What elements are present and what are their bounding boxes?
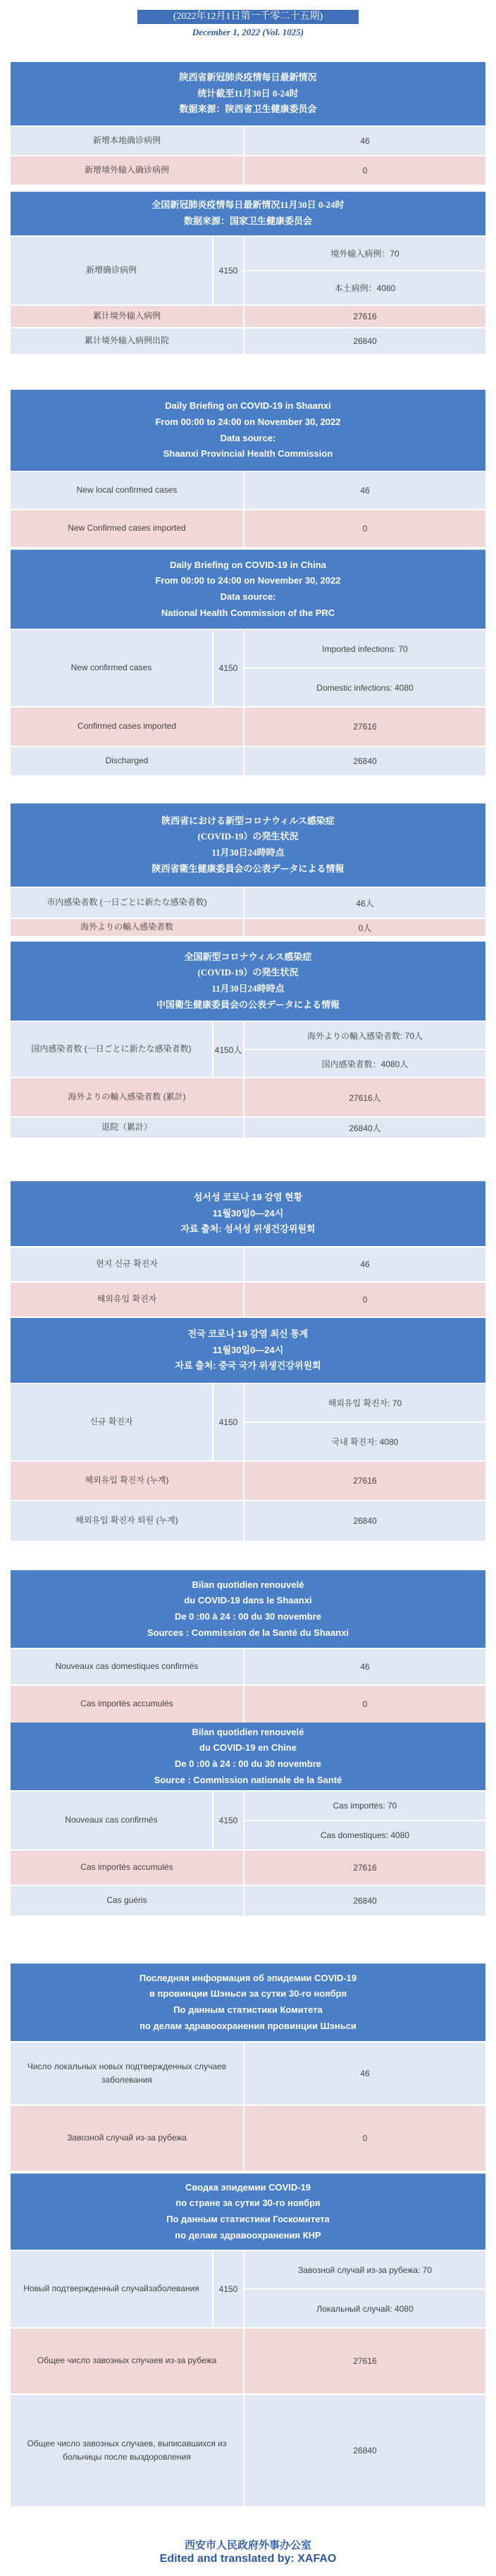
section-header xyxy=(11,192,485,235)
table-row xyxy=(11,2250,485,2327)
row-label: Discharged xyxy=(11,747,244,775)
section-ru-shaanxi xyxy=(11,1964,485,2171)
section-header xyxy=(11,2174,485,2250)
table-row xyxy=(11,1021,485,1077)
header-line: De 0 :00 à 24 : 00 du 30 novembre xyxy=(174,1611,322,1622)
header-line: Daily Briefing on COVID-19 in Shaanxi xyxy=(165,400,331,411)
section-kr-shaanxi xyxy=(11,1181,485,1317)
section-header xyxy=(11,1318,485,1383)
row-label: 累计境外输入病例出院 xyxy=(11,328,244,354)
header-line: 자료 출처: 중국 국가 위생건강위원회 xyxy=(175,1360,321,1372)
header-line: From 00:00 to 24:00 on November 30, 2022 xyxy=(155,416,341,427)
header-line: 全国新型コロナウィルス感染症 xyxy=(184,951,312,962)
table-row xyxy=(11,1500,485,1541)
imported-cases: Cas importés: 70 xyxy=(244,1792,485,1821)
row-total: 4150 xyxy=(213,237,244,304)
header-line: по делам здравоохранения провинции Шэньси xyxy=(140,2020,356,2031)
header-line: Data source: xyxy=(220,591,276,602)
header-line: Data source: xyxy=(220,432,276,443)
row-label: Confirmed cases imported xyxy=(11,708,244,746)
domestic-cases: 国内感染者数：4080人 xyxy=(321,1059,409,1069)
row-label: 新增境外输入确诊病例 xyxy=(11,156,244,185)
header-line: Shaanxi Provincial Health Commission xyxy=(163,448,333,460)
row-breakdown xyxy=(244,1022,485,1077)
header-line: 11월30일0—24시 xyxy=(212,1344,284,1355)
header-line: National Health Commission of the PRC xyxy=(161,607,335,618)
row-label: 海外よりの輸入感染者数 (累計) xyxy=(11,1078,244,1116)
row-value: 26840 xyxy=(353,1896,377,1906)
row-label: Cas importés accumulés xyxy=(11,1686,244,1723)
table-row xyxy=(11,327,485,354)
table-row xyxy=(11,2041,485,2104)
row-total: 4150 xyxy=(213,630,244,706)
table-row xyxy=(11,1460,485,1500)
table-row xyxy=(11,1849,485,1885)
section-fr-national xyxy=(11,1723,485,1916)
header-line: 전국 코로나 19 감염 최신 통계 xyxy=(187,1328,309,1339)
header-line: Daily Briefing on COVID-19 in China xyxy=(170,559,326,570)
issue-date-en: December 1, 2022 (Vol. 1025) xyxy=(192,27,304,37)
row-label: Новый подтвержденный случайзаболевания xyxy=(11,2251,213,2327)
section-header xyxy=(11,1570,485,1648)
section-en-shaanxi xyxy=(11,390,485,547)
header-line: (COVID-19）の発生状況 xyxy=(197,831,299,842)
header-line: From 00:00 to 24:00 on November 30, 2022 xyxy=(155,575,341,586)
row-label: Общее число завозных случаев из-за рубежа xyxy=(11,2329,244,2393)
header-line: в провинции Шэньси за сутки 30-го ноября xyxy=(149,1988,347,1999)
row-total: 4150 xyxy=(213,2251,244,2327)
row-breakdown xyxy=(244,1792,485,1849)
row-value: 26840 xyxy=(353,336,377,346)
row-value: 27616 xyxy=(353,722,377,732)
row-label: Cas guéris xyxy=(11,1886,244,1916)
row-total: 4150人 xyxy=(213,1022,244,1077)
section-header xyxy=(11,390,485,471)
row-value: 46 xyxy=(360,486,370,495)
section-header xyxy=(11,1181,485,1246)
row-label: 退院（累計） xyxy=(11,1118,244,1138)
table-row xyxy=(11,746,485,775)
row-label: 累计境外输入病例 xyxy=(11,306,244,327)
row-breakdown xyxy=(244,237,485,304)
row-value: 0 xyxy=(362,524,368,534)
row-label: 海外よりの輸入感染者数 xyxy=(11,919,244,936)
row-label: Завозной случай из-за рубежа xyxy=(11,2106,244,2171)
header-line: Сводка эпидемии COVID-19 xyxy=(185,2181,311,2193)
row-label: Nouveaux cas domestiques confirmés xyxy=(11,1649,244,1684)
header-line: Source : Commission nationale de la Santé xyxy=(154,1774,342,1785)
table-row xyxy=(11,2393,485,2506)
header-line: По данным статистики Комитета xyxy=(173,2004,323,2015)
table-row xyxy=(11,471,485,509)
header-line: du COVID-19 en Chine xyxy=(199,1742,297,1754)
row-label: 해외유입 확진자 xyxy=(11,1283,244,1317)
row-value: 46 xyxy=(360,136,370,146)
header-line: 数据来源：国家卫生健康委员会 xyxy=(183,216,312,226)
header-line: Последняя информация об эпидемии COVID-19 xyxy=(139,1972,357,1983)
section-en-national xyxy=(11,550,485,775)
header-line: 섬서성 코로나 19 감염 현황 xyxy=(193,1191,303,1202)
row-value: 46 xyxy=(360,1259,370,1269)
row-label: 市内感染者数 (一日ごとに新たな感染者数) xyxy=(11,888,244,918)
table-row xyxy=(11,629,485,706)
header-line: Sources : Commission de la Santé du Shaanxi xyxy=(147,1627,349,1638)
row-label: Общее число завозных случаев, выписавшихся из больницы после выздоровления xyxy=(11,2395,244,2506)
table-row xyxy=(11,1790,485,1849)
header-line: 全国新冠肺炎疫情每日最新情况11月30日 0-24时 xyxy=(151,199,345,211)
row-breakdown xyxy=(244,2251,485,2327)
header-line: Bilan quotidien renouvelé xyxy=(192,1726,304,1737)
row-value: 46人 xyxy=(356,898,374,908)
row-label: Число локальных новых подтвержденных случаев заболевания xyxy=(11,2042,244,2104)
row-value: 26840 xyxy=(353,756,377,766)
row-value: 0 xyxy=(362,1699,368,1709)
header-line: 陝西省衛生健康委員会の公表データによる情報 xyxy=(151,863,345,874)
table-row xyxy=(11,1246,485,1281)
row-value: 26840 xyxy=(353,2446,377,2455)
section-kr-national xyxy=(11,1318,485,1541)
section-header xyxy=(11,803,485,887)
row-total: 4150 xyxy=(213,1792,244,1849)
row-label: 新增确诊病例 xyxy=(11,237,213,304)
imported-cases: Imported infections: 70 xyxy=(244,630,485,669)
imported-cases: 해외유입 확진자: 70 xyxy=(244,1384,485,1423)
row-label: New local confirmed cases xyxy=(11,472,244,509)
section-cn-shaanxi xyxy=(11,62,485,185)
header-line: De 0 :00 à 24 : 00 du 30 novembre xyxy=(174,1758,322,1769)
row-value: 26840人 xyxy=(349,1123,381,1133)
imported-cases: 海外よりの輸入感染者数: 70人 xyxy=(244,1022,485,1050)
header-line: Bilan quotidien renouvelé xyxy=(192,1579,304,1590)
header-line: 11월30일0—24시 xyxy=(212,1207,284,1219)
header-line: 11月30日24時時点 xyxy=(211,983,285,994)
table-row xyxy=(11,509,485,547)
row-label: Cas importés accumulés xyxy=(11,1851,244,1885)
table-row xyxy=(11,1648,485,1684)
row-value: 26840 xyxy=(353,1516,377,1526)
row-value: 0 xyxy=(362,166,368,175)
section-jp-national xyxy=(11,942,485,1138)
domestic-cases: 국내 확진자: 4080 xyxy=(331,1437,399,1447)
table-row xyxy=(11,1383,485,1460)
row-label: New confirmed cases xyxy=(11,630,213,706)
table-row xyxy=(11,1077,485,1116)
row-label: 해외유입 확진자 (누계) xyxy=(11,1462,244,1500)
table-row xyxy=(11,2104,485,2171)
row-label: 해외유입 확진자 퇴원 (누계) xyxy=(11,1501,244,1541)
header-line: 中国衛生健康委員会の公表データによる情報 xyxy=(156,999,340,1010)
header-line: 자료 출처: 섬서성 위생건강위원회 xyxy=(180,1224,316,1235)
row-label: Nouveaux cas confirmés xyxy=(11,1792,213,1849)
section-header xyxy=(11,942,485,1021)
domestic-cases: Domestic infections: 4080 xyxy=(316,682,414,693)
translation-credit: Edited and translated by: XAFAO xyxy=(159,2553,337,2565)
imported-cases: Завозной случай из-за рубежа: 70 xyxy=(244,2251,485,2290)
table-row xyxy=(11,1684,485,1723)
table-row xyxy=(11,304,485,327)
domestic-cases: 本土病例：4080 xyxy=(334,283,396,293)
row-breakdown xyxy=(244,1384,485,1460)
row-value: 27616 xyxy=(353,312,377,321)
publisher-name: 西安市人民政府外事办公室 xyxy=(184,2540,311,2551)
table-row xyxy=(11,887,485,918)
row-value: 0 xyxy=(362,2133,368,2143)
row-label: 国内感染者数 (一日ごとに新たな感染者数) xyxy=(11,1022,213,1077)
domestic-cases: Cas domestiques: 4080 xyxy=(320,1830,410,1840)
row-total: 4150 xyxy=(213,1384,244,1460)
row-label: 新增本地确诊病例 xyxy=(11,127,244,155)
table-row xyxy=(11,125,485,155)
row-value: 0 xyxy=(362,1295,368,1305)
section-header xyxy=(11,1964,485,2041)
header-line: По данным статистики Госкомитета xyxy=(166,2214,330,2224)
section-header xyxy=(11,550,485,629)
row-value: 27616人 xyxy=(349,1092,381,1103)
row-value: 27616 xyxy=(353,1476,377,1486)
header-line: 陕西省新冠肺炎疫情每日最新情况 xyxy=(179,71,317,82)
section-header xyxy=(11,62,485,125)
row-value: 46 xyxy=(360,1662,370,1672)
header-line: (COVID-19）の発生状況 xyxy=(197,967,299,978)
row-value: 27616 xyxy=(353,1863,377,1873)
row-label: 현지 신규 확진자 xyxy=(11,1247,244,1281)
table-row xyxy=(11,1281,485,1317)
header-line: 数据来源：陕西省卫生健康委员会 xyxy=(179,104,317,115)
header-line: 陝西省における新型コロナウィルス感染症 xyxy=(161,815,335,826)
row-label: 신규 확진자 xyxy=(11,1384,213,1460)
table-row xyxy=(11,1885,485,1916)
section-fr-shaanxi xyxy=(11,1570,485,1723)
issue-date-cn: (2022年12月1日第一千零二十五期) xyxy=(137,10,359,24)
row-breakdown xyxy=(244,630,485,706)
header-line: du COVID-19 dans le Shaanxi xyxy=(184,1595,312,1606)
row-value: 46 xyxy=(360,2069,370,2078)
imported-cases: 境外输入病例：70 xyxy=(244,237,485,271)
table-row xyxy=(11,235,485,304)
header-line: по стране за сутки 30-го ноября xyxy=(175,2198,321,2209)
table-row xyxy=(11,918,485,936)
table-row xyxy=(11,2327,485,2393)
table-row xyxy=(11,155,485,185)
section-header xyxy=(11,1723,485,1790)
section-jp-shaanxi xyxy=(11,803,485,936)
section-cn-national xyxy=(11,192,485,354)
header-line: 统计截至11月30日 0-24时 xyxy=(197,87,299,99)
header-line: 11月30日24時時点 xyxy=(211,847,285,858)
row-value: 27616 xyxy=(353,2356,377,2366)
row-label: New Confirmed cases imported xyxy=(11,510,244,547)
row-value: 0人 xyxy=(358,923,372,933)
domestic-cases: Локальный случай: 4080 xyxy=(316,2303,414,2314)
section-ru-national xyxy=(11,2174,485,2506)
table-row xyxy=(11,1116,485,1138)
header-line: по делам здравоохранения КНР xyxy=(175,2229,321,2241)
table-row xyxy=(11,706,485,746)
